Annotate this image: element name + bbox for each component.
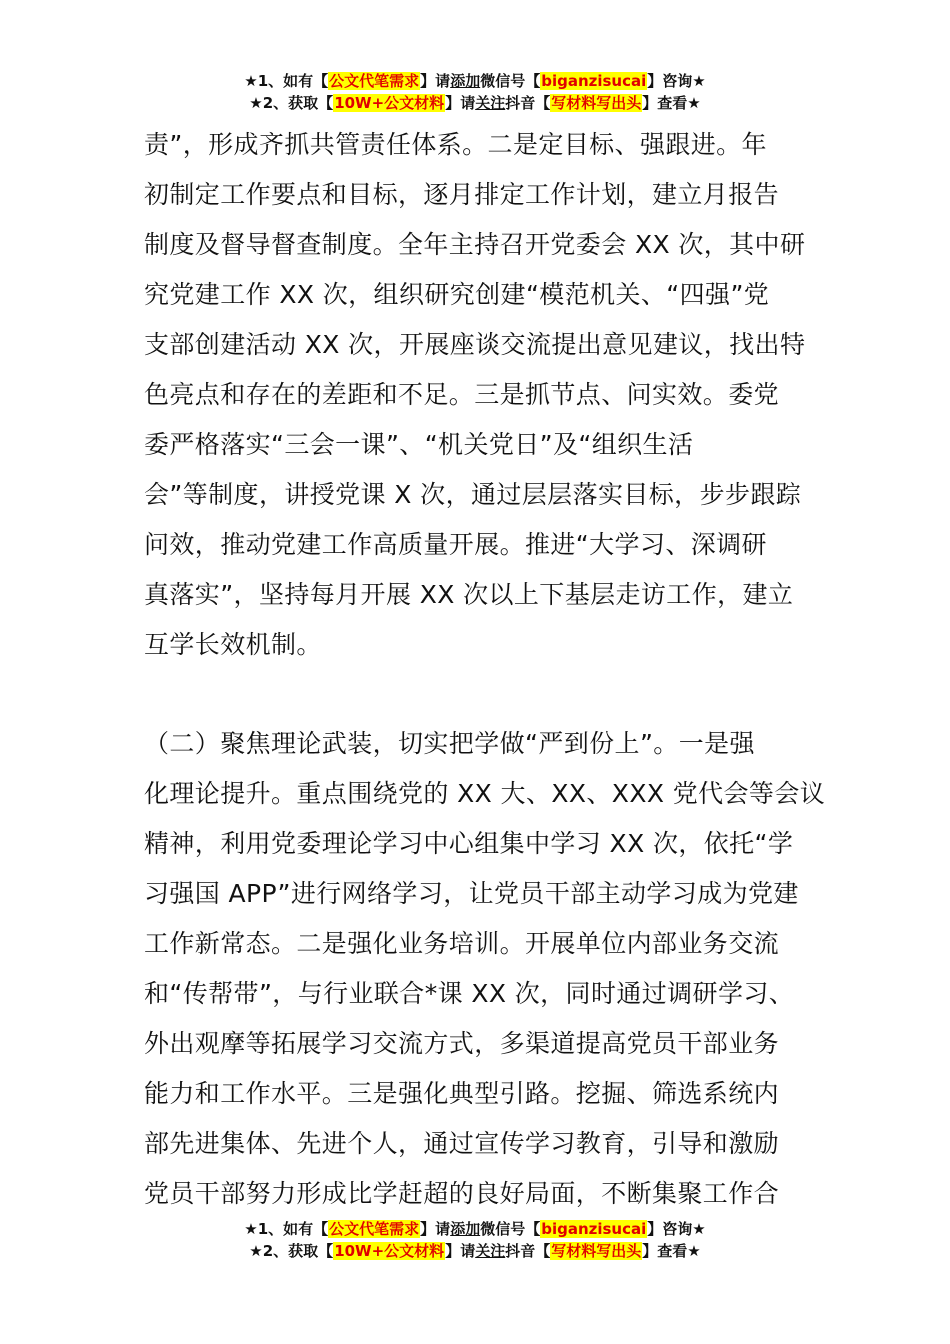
banner-line-1: ★1、如有【公文代笔需求】请添加微信号【biganzisucai】咨询★ xyxy=(244,72,706,90)
text-line: 责”，形成齐抓共管责任体系。二是定目标、强跟进。年 xyxy=(144,130,767,159)
text-line: 精神，利用党委理论学习中心组集中学习 XX 次，依托“学 xyxy=(144,829,794,858)
text-line: 能力和工作水平。三是强化典型引路。挖掘、筛选系统内 xyxy=(144,1079,780,1108)
text-line: 委严格落实“三会一课”、“机关党日”及“组织生活 xyxy=(144,430,694,459)
section-heading-line: （二）聚焦理论武装，切实把学做“严到份上”。一是强 xyxy=(144,729,755,758)
text-line: 习强国 APP”进行网络学习，让党员干部主动学习成为党建 xyxy=(144,879,799,908)
text-line: 问效，推动党建工作高质量开展。推进“大学习、深调研 xyxy=(144,530,767,559)
footer-banner xyxy=(0,1218,950,1262)
text-line: 究党建工作 XX 次，组织研究创建“模范机关、“四强”党 xyxy=(144,280,770,309)
banner-line-2: ★2、获取【10W+公文材料】请关注抖音【写材料写出头】查看★ xyxy=(249,1242,701,1260)
text-line: 制度及督导督查制度。全年主持召开党委会 XX 次，其中研 xyxy=(144,230,806,259)
highlight-materials: 10W+公文材料 xyxy=(334,1242,445,1260)
highlight-service: 公文代笔需求 xyxy=(329,1220,420,1238)
text-line: 初制定工作要点和目标，逐月排定工作计划，建立月报告 xyxy=(144,180,780,209)
highlight-douyin-id: 写材料写出头 xyxy=(551,94,642,112)
text-line: 互学长效机制。 xyxy=(144,630,322,659)
text-line: 会”等制度，讲授党课 X 次，通过层层落实目标，步步跟踪 xyxy=(144,480,802,509)
highlight-wechat-id: biganzisucai xyxy=(541,1220,647,1238)
text-line: 和“传帮带”，与行业联合*课 XX 次，同时通过调研学习、 xyxy=(144,979,795,1008)
text-line: 党员干部努力形成比学赶超的良好局面，不断集聚工作合 xyxy=(144,1179,780,1208)
text-line: 外出观摩等拓展学习交流方式，多渠道提高党员干部业务 xyxy=(144,1029,780,1058)
highlight-douyin-id: 写材料写出头 xyxy=(551,1242,642,1260)
header-banner xyxy=(0,70,950,114)
banner-line-1: ★1、如有【公文代笔需求】请添加微信号【biganzisucai】咨询★ xyxy=(244,1220,706,1238)
text-line: 真落实”，坚持每月开展 XX 次以上下基层走访工作，建立 xyxy=(144,580,794,609)
body-paragraph-2 xyxy=(144,719,826,1219)
text-line: 部先进集体、先进个人，通过宣传学习教育，引导和激励 xyxy=(144,1129,780,1158)
text-line: 支部创建活动 XX 次，开展座谈交流提出意见建议，找出特 xyxy=(144,330,806,359)
text-line: 化理论提升。重点围绕党的 XX 大、XX、XXX 党代会等会议 xyxy=(144,779,826,808)
text-line: 工作新常态。二是强化业务培训。开展单位内部业务交流 xyxy=(144,929,780,958)
highlight-service: 公文代笔需求 xyxy=(329,72,420,90)
body-paragraph-1 xyxy=(144,120,809,670)
text-line: 色亮点和存在的差距和不足。三是抓节点、问实效。委党 xyxy=(144,380,780,409)
banner-line-2: ★2、获取【10W+公文材料】请关注抖音【写材料写出头】查看★ xyxy=(249,94,701,112)
highlight-wechat-id: biganzisucai xyxy=(541,72,647,90)
highlight-materials: 10W+公文材料 xyxy=(334,94,445,112)
